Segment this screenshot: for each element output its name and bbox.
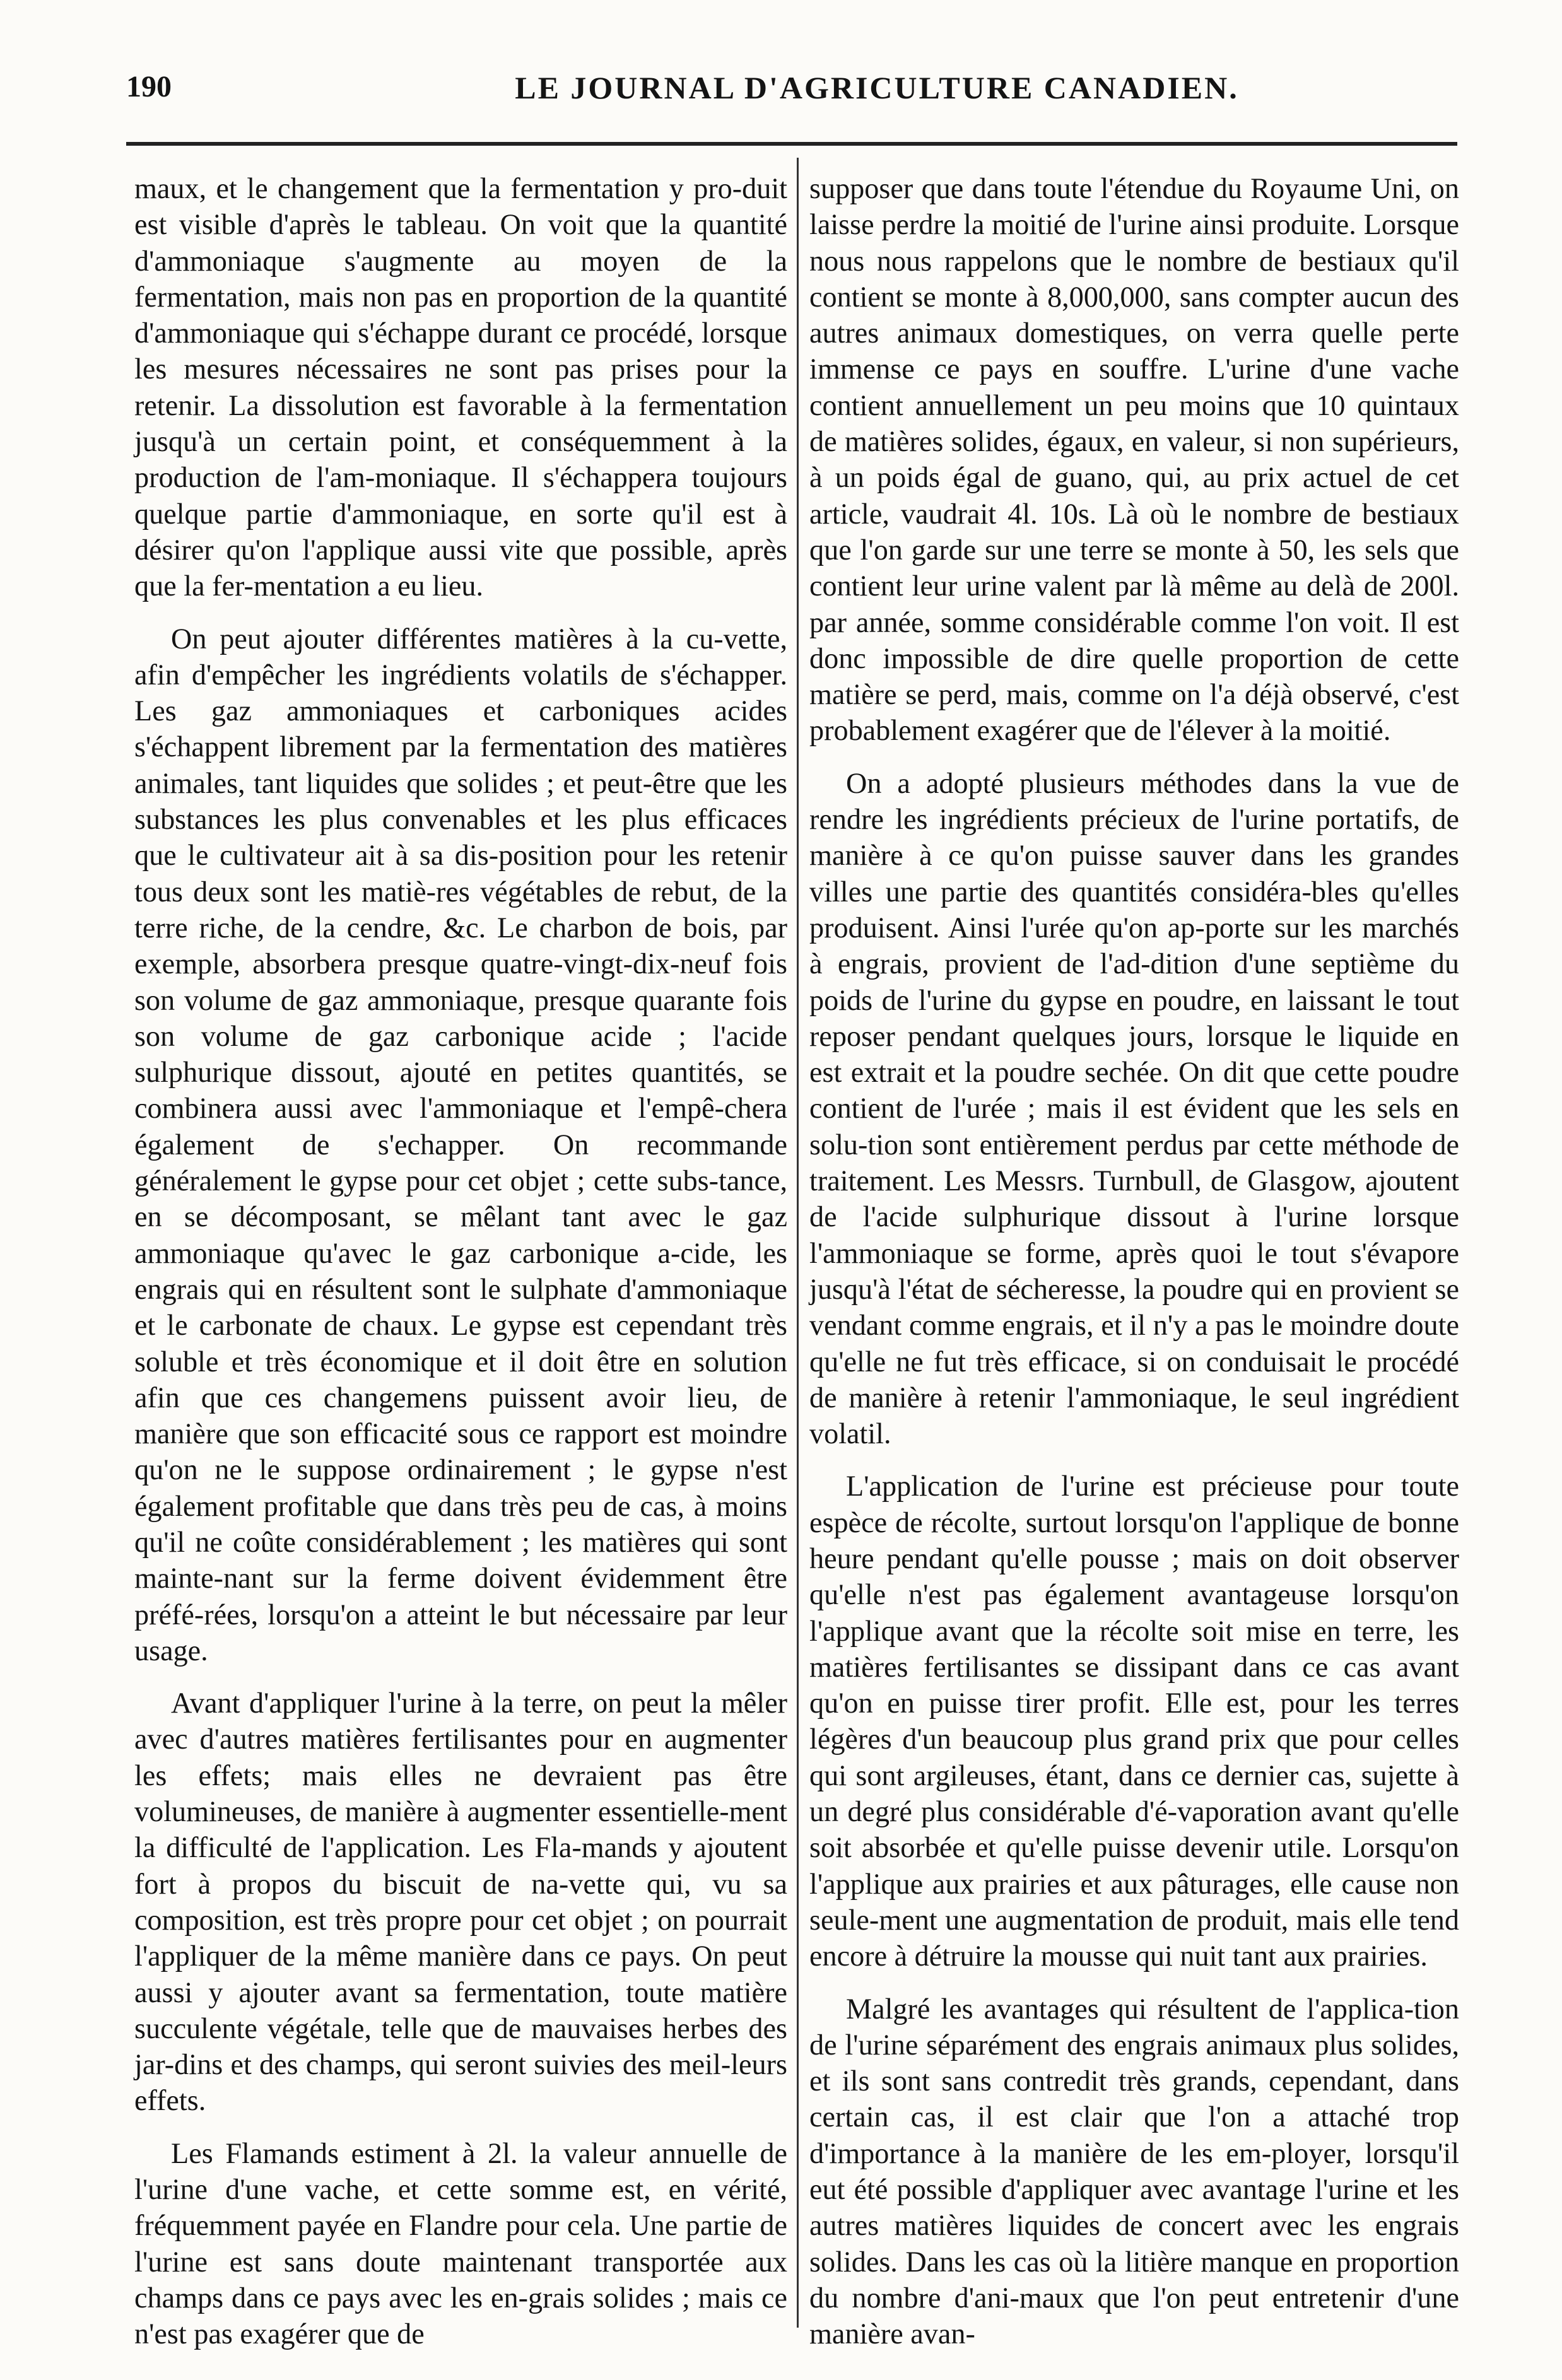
header-rule xyxy=(126,142,1457,146)
paragraph: maux, et le changement que la fermentation y pro-duit est visible d'après le tableau. On voit que la quantité d'ammoniaque s'augmente au moyen de la fermentation, mais non pas en proportion de la quantité d'ammoniaque qui s'échappe durant ce procédé, lorsque les mesures nécessaires ne sont pas prises pour la retenir. La dissolution est favorable à la fermentation jusqu'à un certain point, et conséquemment à la production de l'am-moniaque. Il s'échappera toujours quelque partie d'ammoniaque, en sorte qu'il est à désirer qu'on l'applique aussi vite que possible, après que la fer-mentation a eu lieu. xyxy=(134,172,787,602)
page-header xyxy=(126,69,1451,120)
paragraph: Les Flamands estiment à 2l. la valeur annuelle de l'urine d'une vache, et cette somme est, en vérité, fréquemment payée en Flandre pour cela. Une partie de l'urine est sans doute maintenant transportée aux champs dans ce pays avec les en-grais solides ; mais ce n'est pas exagérer que de xyxy=(134,2137,787,2350)
running-title: LE JOURNAL D'AGRICULTURE CANADIEN. xyxy=(515,70,1239,105)
right-column xyxy=(809,170,1459,2352)
left-column xyxy=(134,170,787,2352)
paragraph: Avant d'appliquer l'urine à la terre, on peut la mêler avec d'autres matières fertilisantes pour en augmenter les effets; mais elles ne devraient pas être volumineuses, de manière à augmenter essentielle-ment la difficulté de l'application. Les Fla-mands y ajoutent fort à propos du biscuit de na-vette qui, vu sa composition, est très propre pour cet objet ; on pourrait l'appliquer de la même manière dans ce pays. On peut aussi y ajouter avant sa fermentation, toute matière succulente végétale, telle que de mauvaises herbes des jar-dins et des champs, qui seront suivies des meil-leurs effets. xyxy=(134,1687,787,2117)
paragraph: On peut ajouter différentes matières à la cu-vette, afin d'empêcher les ingrédients volatils de s'échapper. Les gaz ammoniaques et carboniques acides s'échappent librement par la fermentation des matières animales, tant liquides que solides ; et peut-être que les substances les plus convenables et les plus efficaces que le cultivateur ait à sa dis-position pour les retenir tous deux sont les matiè-res végétables de rebut, de la terre riche, de la cendre, &c. Le charbon de bois, par exemple, absorbera presque quatre-vingt-dix-neuf fois son volume de gaz ammoniaque, presque quarante fois son volume de gaz carbonique acide ; l'acide sulphurique dissout, ajouté en petites quantités, se combinera aussi avec l'ammoniaque et l'empê-chera également de s'echapper. On recommande généralement le gypse pour cet objet ; cette subs-tance, en se décomposant, se mêlant tant avec le gaz ammoniaque qu'avec le gaz carbonique a-cide, les engrais qui en résultent sont le sulphate d'ammoniaque et le carbonate de chaux. Le gypse est cependant très soluble et très économique et il doit être en solution afin que ces changemens puissent avoir lieu, de manière que son efficacité sous ce rapport est moindre qu'on ne le suppose ordinairement ; le gypse n'est également profitable que dans très peu de cas, à moins qu'il ne coûte considérablement ; les matières qui sont mainte-nant sur la ferme doivent évidemment être préfé-rées, lorsqu'on a atteint le but nécessaire par leur usage. xyxy=(134,622,787,1667)
paragraph: L'application de l'urine est précieuse pour toute espèce de récolte, surtout lorsqu'on l'applique de bonne heure pendant qu'elle pousse ; mais on doit observer qu'elle n'est pas également avantageuse lorsqu'on l'applique avant que la récolte soit mise en terre, les matières fertilisantes se dissipant dans ce cas avant qu'on en puisse tirer profit. Elle est, pour les terres légères d'un beaucoup plus grand prix que pour celles qui sont argileuses, étant, dans ce dernier cas, sujette à un degré plus considérable d'é-vaporation avant qu'elle soit absorbée et qu'elle puisse devenir utile. Lorsqu'on l'applique aux prairies et aux pâturages, elle cause non seule-ment une augmentation de produit, mais elle tend encore à détruire la mousse qui nuit tant aux prairies. xyxy=(809,1470,1459,1973)
column-divider xyxy=(797,158,799,2328)
page-number: 190 xyxy=(126,70,172,103)
paragraph: On a adopté plusieurs méthodes dans la vue de rendre les ingrédients précieux de l'urine portatifs, de manière à ce qu'on puisse sauver dans les grandes villes une partie des quantités considéra-bles qu'elles produisent. Ainsi l'urée qu'on ap-porte sur les marchés à engrais, provient de l'ad-dition d'une septième du poids de l'urine du gypse en poudre, en laissant le tout reposer pendant quelques jours, lorsque le liquide en est extrait et la poudre sechée. On dit que cette poudre contient de l'urée ; mais il est évident que les sels en solu-tion sont entièrement perdus par cette méthode de traitement. Les Messrs. Turnbull, de Glasgow, ajoutent de l'acide sulphurique dissout à l'urine lorsque l'ammoniaque se forme, après quoi le tout s'évapore jusqu'à l'état de sécheresse, la poudre qui en provient se vendant comme engrais, et il n'y a pas le moindre doute qu'elle ne fut très efficace, si on conduisait le procédé de manière à retenir l'ammoniaque, le seul ingrédient volatil. xyxy=(809,766,1459,1450)
paragraph: Malgré les avantages qui résultent de l'applica-tion de l'urine séparément des engrais animaux plus solides, et ils sont sans contredit très grands, cependant, dans certain cas, il est clair que l'on a attaché trop d'importance à la manière de les em-ployer, lorsqu'il eut été possible d'appliquer avec avantage l'urine et les autres matières liquides de concert avec les engrais solides. Dans les cas où la litière manque en proportion du nombre d'ani-maux que l'on peut entretenir d'une manière avan- xyxy=(809,1992,1459,2350)
paragraph: supposer que dans toute l'étendue du Royaume Uni, on laisse perdre la moitié de l'urine ainsi produite. Lorsque nous nous rappelons que le nombre de bestiaux qu'il contient se monte à 8,000,000, sans compter aucun des autres animaux domestiques, on verra quelle perte immense ce pays en souffre. L'urine d'une vache contient annuellement un peu moins que 10 quintaux de matières solides, égaux, en valeur, si non supérieurs, à un poids égal de guano, qui, au prix actuel de cet article, vaudrait 4l. 10s. Là où le nombre de bestiaux que l'on garde sur une terre se monte à 50, les sels que contient leur urine valent par là même au delà de 200l. par année, somme considérable comme l'on voit. Il est donc impossible de dire quelle proportion de cette matière se perd, mais, comme on l'a déjà observé, c'est probablement exagérer que de l'élever à la moitié. xyxy=(809,172,1459,747)
